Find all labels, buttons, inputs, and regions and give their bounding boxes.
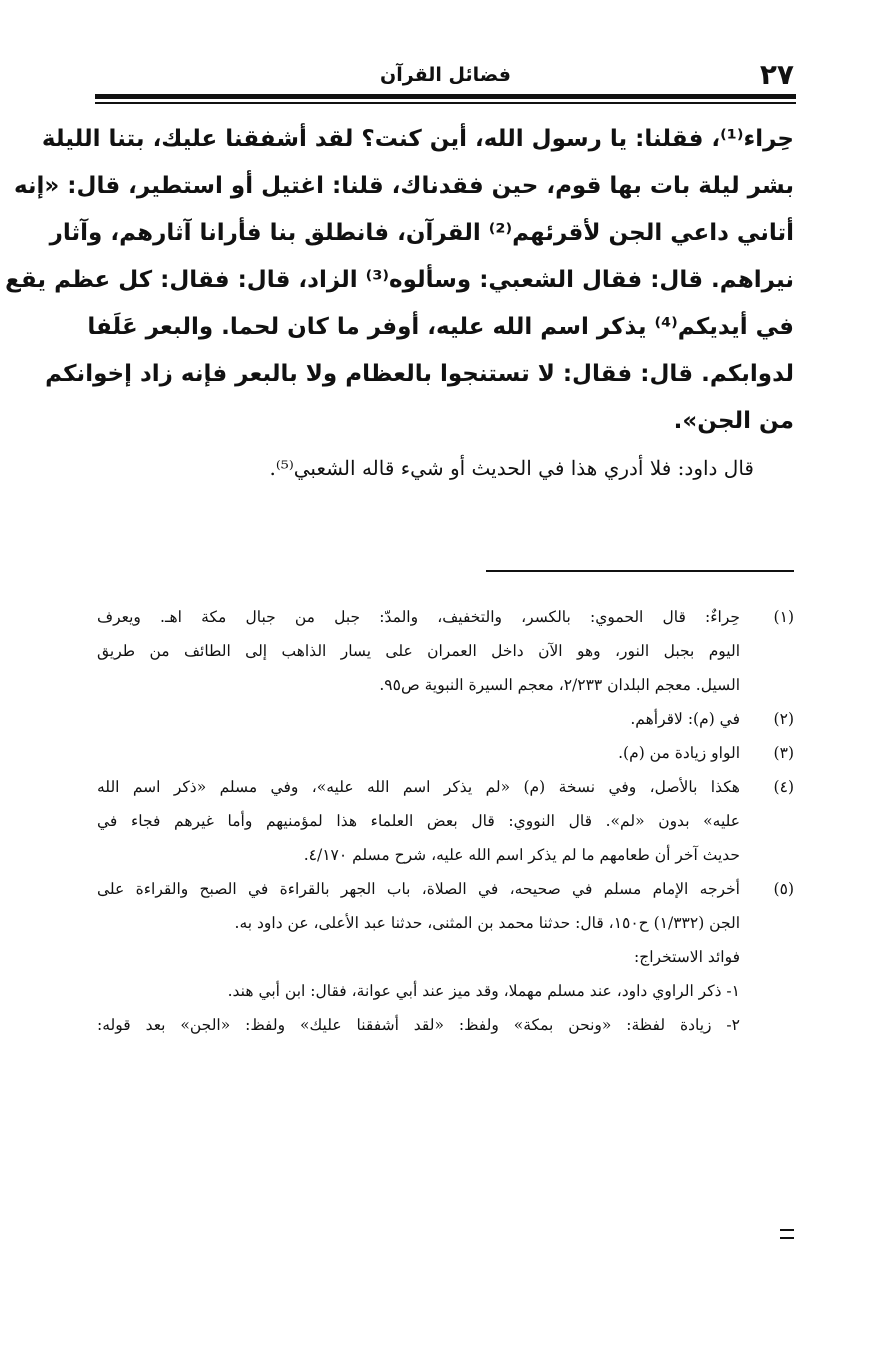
main-text-line: حِراء⁽¹⁾، فقلنا: يا رسول الله، أين كنت؟ لقد أشفقنا عليك، بتنا الليلة xyxy=(41,126,794,152)
footnote-line: عليه» بدون «لم». قال النووي: قال بعض العلماء هذا لمؤمنيهم وأما غيرهم فجاء في xyxy=(97,812,740,830)
footnote-line: حديث آخر أن طعامهم ما لم يذكر اسم الله عليه، شرح مسلم ٤/١٧٠. xyxy=(303,846,740,864)
main-text-line: أتاني داعي الجن لأقرئهم⁽²⁾ القرآن، فانطلق بنا فأرانا آثارهم، وآثار xyxy=(49,220,794,246)
footnote-line: الجن (١/٣٣٢) ح١٥٠، قال: حدثنا محمد بن المثنى، حدثنا عبد الأعلى، عن داود به. xyxy=(234,914,740,932)
footnote-number: (٣) xyxy=(773,744,794,762)
footnote-1 xyxy=(97,600,794,702)
footnote-line: في (م): لاقرأهم. xyxy=(630,710,740,728)
footnote-number: (٥) xyxy=(773,880,794,898)
footnote-line: أخرجه الإمام مسلم في صحيحه، في الصلاة، باب الجهر بالقراءة في الصبح والقراءة على xyxy=(97,880,740,898)
header-rule-thin xyxy=(95,102,796,104)
footnote-line: فوائد الاستخراج: xyxy=(633,948,740,966)
footnote-line: ٢- زيادة لفظة: «ونحن بمكة» ولفظ: «لقد أشفقنا عليك» ولفظ: «الجن» بعد قوله: xyxy=(97,1016,740,1034)
footnote-number: (٤) xyxy=(773,778,794,796)
footnotes xyxy=(97,600,794,1042)
footnote-4 xyxy=(97,770,794,872)
footnote-3 xyxy=(97,736,794,770)
footnote-line: ١- ذكر الراوي داود، عند مسلم مهملا، وقد ميز عند أبي عوانة، فقال: ابن أبي هند. xyxy=(227,982,740,1000)
page-header xyxy=(97,58,794,92)
footnote-separator xyxy=(486,570,794,572)
footnote-line: الواو زيادة من (م). xyxy=(618,744,740,762)
footnote-2 xyxy=(97,702,794,736)
main-text xyxy=(5,116,794,492)
footnote-5 xyxy=(97,872,794,1042)
main-text-line: لدوابكم. قال: فقال: لا تستنجوا بالعظام ولا بالبعر فإنه زاد إخوانكم xyxy=(45,361,794,387)
continuation-mark xyxy=(780,1229,794,1239)
footnote-line: حِراءٌ: قال الحموي: بالكسر، والتخفيف، والمدّ: جبل من جبال مكة اهـ. ويعرف xyxy=(97,608,740,626)
footnote-number: (١) xyxy=(773,608,794,626)
main-text-line: في أيديكم⁽⁴⁾ يذكر اسم الله عليه، أوفر ما كان لحما. والبعر عَلَفا xyxy=(87,314,794,340)
header-rule-thick xyxy=(95,94,796,99)
main-text-line: نيراهم. قال: فقال الشعبي: وسألوه⁽³⁾ الزاد، قال: فقال: كل عظم يقع xyxy=(5,267,794,293)
main-text-line: بشر ليلة بات بها قوم، حين فقدناك، قلنا: اغتيل أو استطير، قال: «إنه xyxy=(13,173,794,199)
footnote-line: اليوم بجبل النور، وهو الآن داخل العمران على يسار الذاهب إلى الطائف من طريق xyxy=(97,642,740,660)
page-number: ٢٧ xyxy=(759,58,794,91)
footnote-number: (٢) xyxy=(773,710,794,728)
footnote-line: هكذا بالأصل، وفي نسخة (م) «لم يذكر اسم الله عليه»، وفي مسلم «ذكر اسم الله xyxy=(97,778,740,796)
closing-line: قال داود: فلا أدري هذا في الحديث أو شيء قاله الشعبي⁽⁵⁾. xyxy=(269,456,754,480)
main-text-line: من الجن». xyxy=(673,408,794,434)
footnote-line: السيل. معجم البلدان ٢/٢٣٣، معجم السيرة النبوية ص٩٥. xyxy=(379,676,740,694)
running-title: فضائل القرآن xyxy=(380,64,511,86)
